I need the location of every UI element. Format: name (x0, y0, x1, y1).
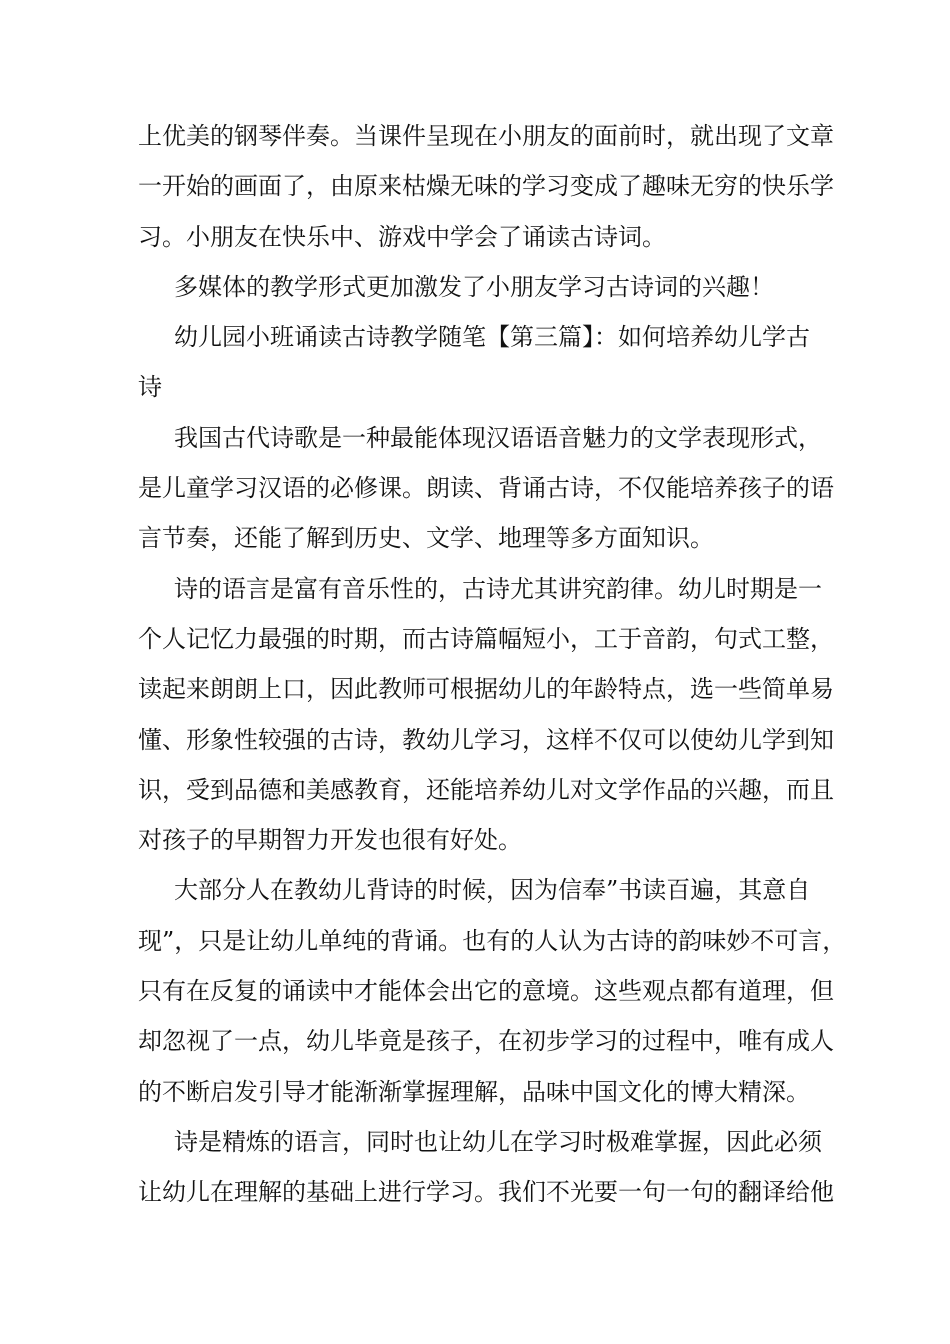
text-line: 懂、形象性较强的古诗，教幼儿学习，这样不仅可以使幼儿学到知 (138, 725, 834, 754)
text-line: 识，受到品德和美感教育，还能培养幼儿对文学作品的兴趣，而且 (138, 775, 834, 804)
text-line: 读起来朗朗上口，因此教师可根据幼儿的年龄特点，选一些简单易 (138, 675, 834, 704)
paragraph-start-line: 大部分人在教幼儿背诗的时候，因为信奉”书读百遍，其意自 (174, 876, 811, 905)
text-line: 上优美的钢琴伴奏。当课件呈现在小朋友的面前时，就出现了文章 (138, 122, 834, 150)
text-line: 只有在反复的诵读中才能体会出它的意境。这些观点都有道理，但 (138, 977, 834, 1006)
article-body (138, 111, 847, 1218)
text-line: 现”，只是让幼儿单纯的背诵。也有的人认为古诗的韵味妙不可言， (138, 926, 847, 955)
text-line: 习。小朋友在快乐中、游戏中学会了诵读古诗词。 (138, 222, 666, 251)
paragraph-start-line: 诗的语言是富有音乐性的，古诗尤其讲究韵律。幼儿时期是一 (174, 574, 822, 603)
text-line: 对孩子的早期智力开发也很有好处。 (138, 826, 522, 855)
paragraph-start-line: 多媒体的教学形式更加激发了小朋友学习古诗词的兴趣！ (174, 272, 774, 301)
text-line: 个人记忆力最强的时期，而古诗篇幅短小，工于音韵，句式工整， (138, 624, 834, 653)
text-line: 一开始的画面了，由原来枯燥无味的学习变成了趣味无穷的快乐学 (138, 172, 834, 201)
paragraph-start-line: 我国古代诗歌是一种最能体现汉语语音魅力的文学表现形式， (174, 423, 822, 452)
text-line: 言节奏，还能了解到历史、文学、地理等多方面知识。 (138, 524, 714, 553)
text-line: 的不断启发引导才能渐渐掌握理解，品味中国文化的博大精深。 (138, 1077, 810, 1106)
paragraph-start-line: 诗是精炼的语言，同时也让幼儿在学习时极难掌握，因此必须 (174, 1127, 822, 1156)
text-line: 是儿童学习汉语的必修课。朗读、背诵古诗，不仅能培养孩子的语 (138, 474, 834, 503)
text-line: 让幼儿在理解的基础上进行学习。我们不光要一句一句的翻译给他 (138, 1178, 834, 1207)
section-heading-line: 诗 (138, 373, 162, 402)
text-line: 却忽视了一点，幼儿毕竟是孩子，在初步学习的过程中，唯有成人 (138, 1027, 834, 1056)
section-heading-line: 幼儿园小班诵读古诗教学随笔【第三篇】：如何培养幼儿学古 (174, 323, 810, 352)
